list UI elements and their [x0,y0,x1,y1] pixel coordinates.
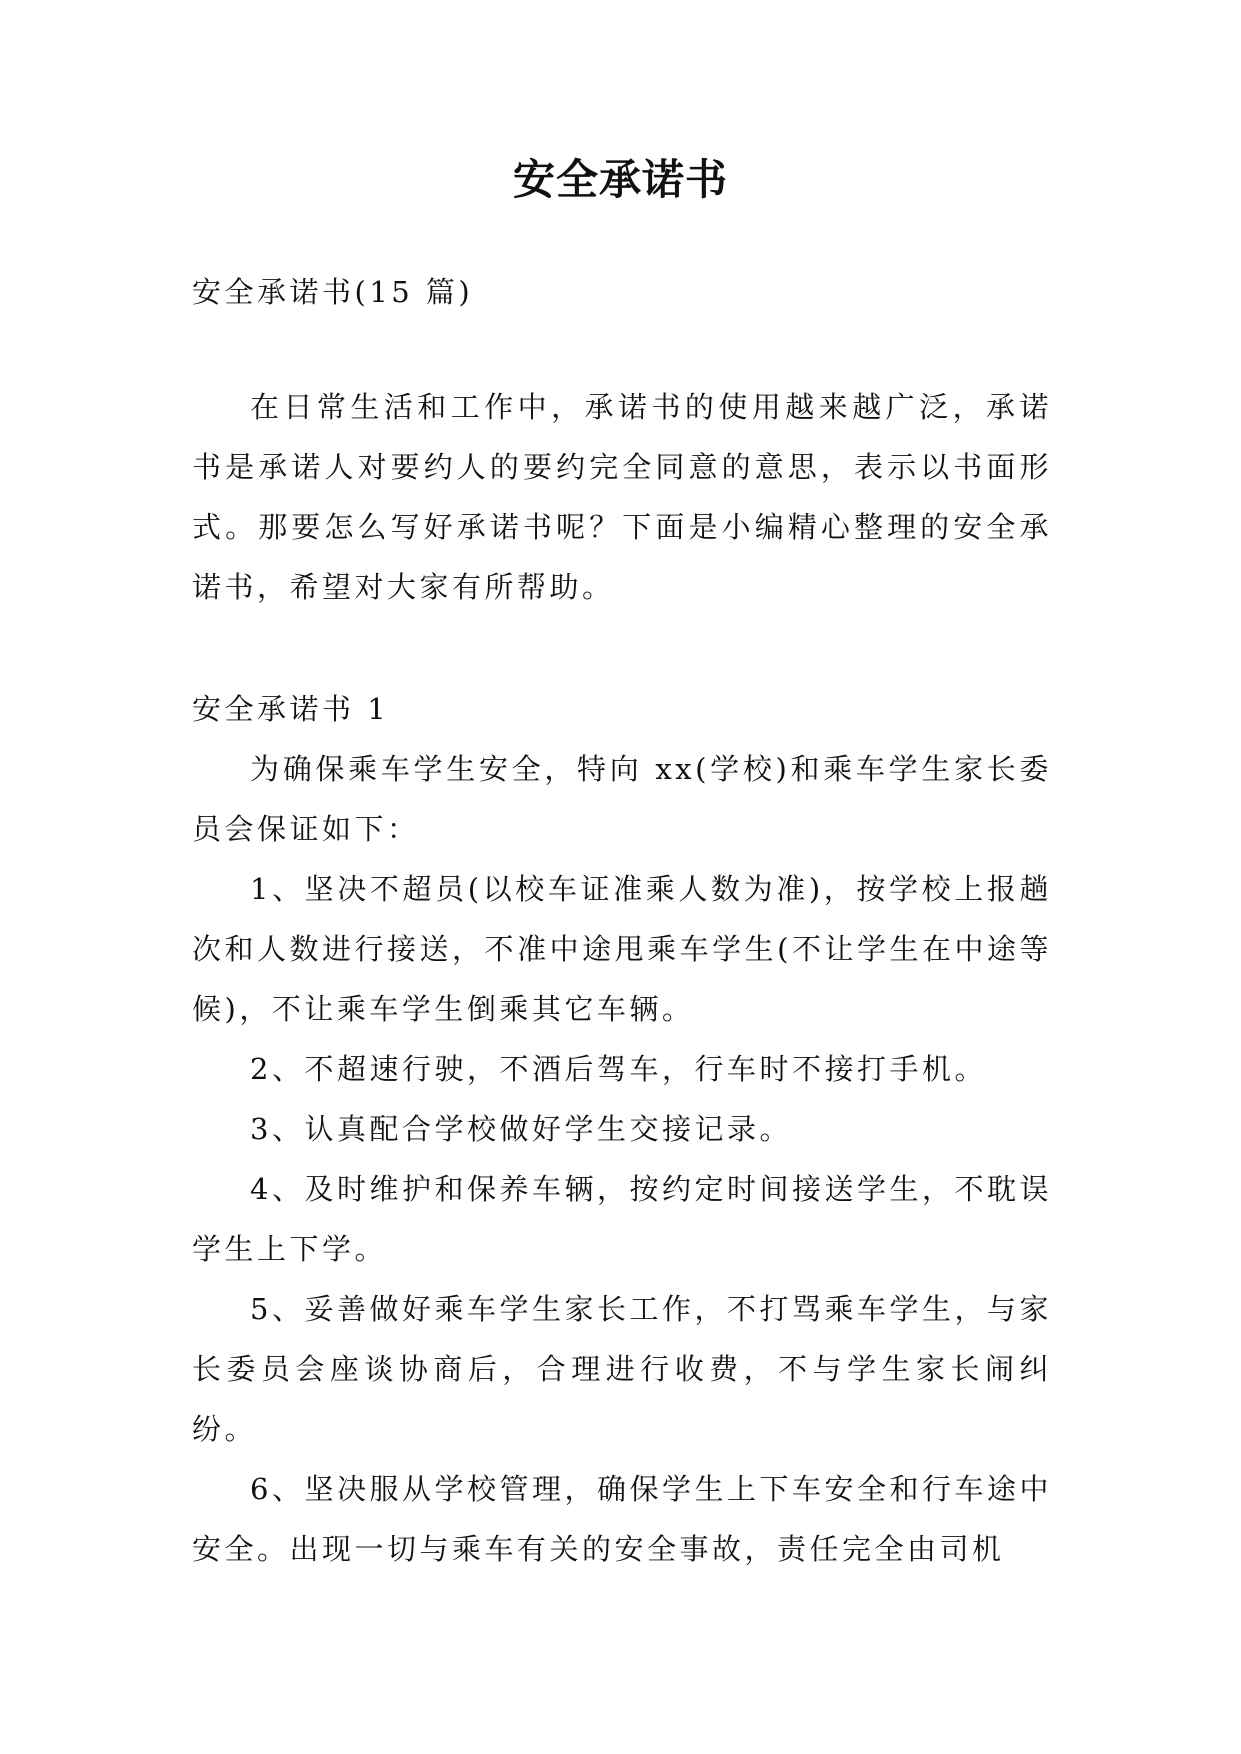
list-item: 2、不超速行驶，不酒后驾车，行车时不接打手机。 [250,1052,987,1086]
list-item: 5、妥善做好乘车学生家长工作，不打骂乘车学生，与家长委员会座谈协商后，合理进行收费，不与学生家长闹纠纷。 [192,1292,1052,1446]
list-item: 1、坚决不超员(以校车证准乘人数为准)，按学校上报趟次和人数进行接送，不准中途甩乘车学生(不让学生在中途等候)，不让乘车学生倒乘其它车辆。 [192,872,1052,1026]
opening-paragraph: 为确保乘车学生安全，特向 xx(学校)和乘车学生家长委员会保证如下： [192,752,1052,846]
list-item: 3、认真配合学校做好学生交接记录。 [250,1112,792,1146]
section-heading: 安全承诺书 1 [192,692,390,726]
list-item: 4、及时维护和保养车辆，按约定时间接送学生，不耽误学生上下学。 [192,1172,1052,1266]
document-body [192,262,1052,1579]
document-subtitle: 安全承诺书(15 篇) [192,275,474,309]
list-item: 6、坚决服从学校管理，确保学生上下车安全和行车途中安全。出现一切与乘车有关的安全事故，责任完全由司机 [192,1472,1052,1566]
document-title: 安全承诺书 [512,155,728,204]
intro-paragraph: 在日常生活和工作中，承诺书的使用越来越广泛，承诺书是承诺人对要约人的要约完全同意的意思，表示以书面形式。那要怎么写好承诺书呢？下面是小编精心整理的安全承诺书，希望对大家有所帮助。 [192,390,1052,604]
